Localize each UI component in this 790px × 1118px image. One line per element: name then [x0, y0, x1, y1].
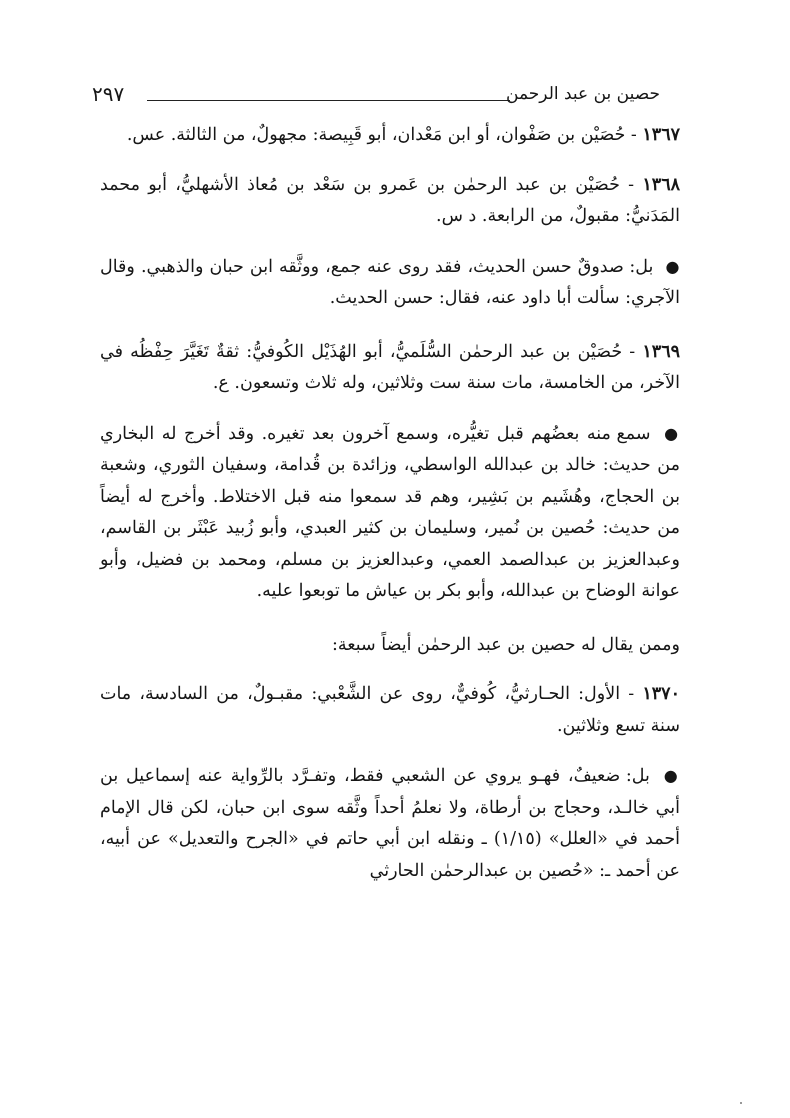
commentary-text: سمع منه بعضُهم قبل تغيُّره، وسمع آخرون بعد تغيره. وقد أخرج له البخاري من حديث: خالد بن عبدالله الواسطي، وزائدة بن قُدامة، وسفيان الثوري، وشعبة بن الحجاج، وهُشَيم بن بَشِير، وهم قد سمعوا منه قبل الاختلاط. وأخرج له أيضاً من حديث: حُصين بن نُمير، وسليمان بن كثير العبدي، وأبو زُبيد عَبْثَر بن القاسم، وعبدالعزيز بن عبدالصمد العمي، وعبدالعزيز بن مسلم، ومحمد بن فضيل، وأبو عوانة الوضاح بن عبدالله، وأبو بكر بن عياش ما توبعوا عليه.: [100, 423, 680, 601]
running-header: [92, 80, 660, 108]
entry-text: - حُصَيْن بن صَفْوان، أو ابن مَعْدان، أبو قَبِيصة: مجهولٌ، من الثالثة. عس.: [126, 125, 637, 145]
scan-speck: [740, 1102, 742, 1104]
running-title: حصين بن عبد الرحمن: [506, 84, 660, 104]
commentary-note: [100, 760, 680, 887]
entry-number: ١٣٦٩: [642, 341, 680, 362]
entry-1369: [100, 337, 680, 400]
commentary-text: بل: ضعيفٌ، فهـو يروي عن الشعبي فقط، وتفـرَّد بالرِّواية عنه إسماعيل بن أبي خالـد، وحجاج بن أرطاة، ولا نعلمُ أحداً وثَّقه سوى ابن حبان، لكن قال الإمام أحمد في «العلل» (١/١٥) ـ ونقله ابن أبي حاتم في «الجرح والتعديل» عن أبيه، عن أحمد ـ: «حُصين بن عبدالرحمٰن الحارثي: [100, 766, 681, 881]
entry-text: - الأول: الحـارثيُّ، كُوفيٌّ، روى عن الشَّعْبي: مقبـولٌ، من السادسة، مات سنة تسع وثلاثين.: [100, 684, 680, 736]
entry-1368: [100, 170, 680, 233]
entry-number: ١٣٧٠: [642, 684, 680, 704]
entry-text: - حُصَيْن بن عبد الرحمٰن بن عَمرو بن سَعْد بن مُعاذ الأشهليُّ، أبو محمد المَدَنيُّ: مقبولٌ، من الرابعة. د س.: [100, 174, 680, 226]
commentary-text: بل: صدوقٌ حسن الحديث، فقد روى عنه جمع، ووثَّقه ابن حبان والذهبي. وقال الآجري: سألت أبا داود عنه، فقال: حسن الحديث.: [100, 256, 680, 308]
entry-1367: [100, 120, 680, 152]
section-intro-text: وممن يقال له حصين بن عبد الرحمٰن أيضاً سبعة:: [332, 634, 680, 655]
entry-1370: [100, 679, 680, 742]
entry-text: - حُصَيْن بن عبد الرحمٰن السُّلَميُّ، أبو الهُذَيْل الكُوفيُّ: ثقةٌ تَغَيَّرَ حِفْظُه في الآخر، من الخامسة، مات سنة ست وثلاثين، وله ثلاث وتسعون. ع.: [100, 341, 680, 393]
page-number: ٢٩٧: [92, 82, 125, 106]
header-rule: [147, 100, 510, 101]
commentary-note: [100, 251, 680, 315]
section-intro: [100, 630, 680, 662]
bullet-marker-icon: ●: [665, 256, 680, 276]
commentary-note: [100, 418, 680, 608]
bullet-marker-icon: ●: [663, 766, 680, 785]
bullet-marker-icon: ●: [664, 423, 680, 443]
entry-number: ١٣٦٧: [642, 125, 680, 145]
main-text: [100, 120, 680, 909]
entry-number: ١٣٦٨: [642, 174, 680, 195]
